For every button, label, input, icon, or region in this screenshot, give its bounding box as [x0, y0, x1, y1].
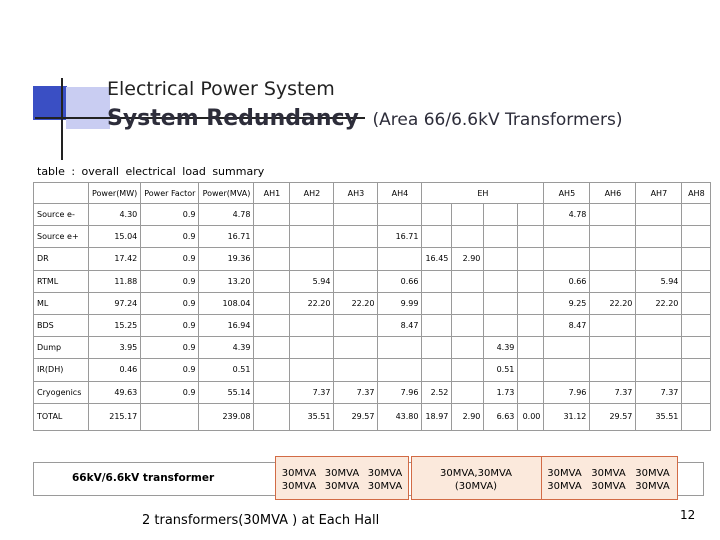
table-header-cell: AH7	[636, 183, 682, 204]
heading-note: (Area 66/6.6kV Transformers)	[372, 110, 623, 130]
table-cell: 4.30	[89, 204, 141, 226]
table-cell	[518, 314, 544, 336]
table-cell	[254, 270, 290, 292]
table-header-cell: Power(MVA)	[199, 183, 254, 204]
table-cell: 22.20	[334, 292, 378, 314]
table-cell	[682, 204, 711, 226]
table-cell: 22.20	[590, 292, 636, 314]
table-cell: 108.04	[199, 292, 254, 314]
table-cell	[484, 204, 518, 226]
table-cell: 0.66	[378, 270, 422, 292]
table-cell	[290, 337, 334, 359]
table-cell	[682, 337, 711, 359]
slide-title: Electrical Power System	[107, 78, 335, 100]
table-cell	[254, 226, 290, 248]
table-cell	[452, 204, 484, 226]
table-cell	[334, 226, 378, 248]
table-cell	[452, 381, 484, 403]
table-cell: 4.39	[484, 337, 518, 359]
table-cell	[290, 226, 334, 248]
table-cell: 0.9	[141, 337, 199, 359]
table-cell	[518, 226, 544, 248]
table-cell	[682, 359, 711, 381]
table-cell: 7.37	[590, 381, 636, 403]
table-header-cell: AH5	[544, 183, 590, 204]
table-cell	[682, 314, 711, 336]
table-cell: 16.71	[199, 226, 254, 248]
table-cell: ML	[34, 292, 89, 314]
table-cell: 0.9	[141, 381, 199, 403]
table-cell	[254, 381, 290, 403]
table-cell	[334, 314, 378, 336]
transformer-cell: 30MVA 30MVA	[591, 468, 626, 492]
table-cell	[334, 248, 378, 270]
table-cell: 0.9	[141, 292, 199, 314]
table-cell: 22.20	[290, 292, 334, 314]
table-cell	[254, 204, 290, 226]
table-cell	[254, 314, 290, 336]
table-cell: 239.08	[199, 403, 254, 430]
table-cell	[518, 292, 544, 314]
load-summary-table	[33, 182, 711, 431]
table-cell: 4.78	[199, 204, 254, 226]
table-cell: 215.17	[89, 403, 141, 430]
table-cell: 15.25	[89, 314, 141, 336]
table-cell	[452, 337, 484, 359]
table-header-cell	[34, 183, 89, 204]
table-cell	[422, 270, 452, 292]
transformer-cell-center: 30MVA,30MVA (30MVA)	[440, 468, 512, 492]
table-cell	[254, 337, 290, 359]
table-cell: DR	[34, 248, 89, 270]
table-cell	[290, 314, 334, 336]
table-cell	[422, 204, 452, 226]
table-cell: 16.71	[378, 226, 422, 248]
table-cell	[484, 226, 518, 248]
table-cell	[518, 381, 544, 403]
table-cell	[254, 248, 290, 270]
table-cell: 5.94	[636, 270, 682, 292]
table-cell	[334, 204, 378, 226]
table-cell	[590, 226, 636, 248]
table-cell	[682, 248, 711, 270]
table-cell	[544, 226, 590, 248]
table-cell	[378, 204, 422, 226]
table-cell	[544, 337, 590, 359]
table-total-row	[34, 403, 711, 430]
bottom-note: 2 transformers(30MVA ) at Each Hall	[142, 513, 380, 528]
table-cell	[141, 403, 199, 430]
table-cell: 9.99	[378, 292, 422, 314]
table-cell	[636, 337, 682, 359]
table-header-cell: AH3	[334, 183, 378, 204]
table-cell	[452, 314, 484, 336]
decor-lavender-square	[66, 87, 110, 129]
table-cell	[422, 292, 452, 314]
page-number: 12	[680, 508, 696, 522]
table-cell: 7.37	[290, 381, 334, 403]
table-row	[34, 381, 711, 403]
table-cell	[484, 248, 518, 270]
transformer-label: 66kV/6.6kV transformer	[72, 472, 215, 484]
table-cell: 2.52	[422, 381, 452, 403]
table-cell: 97.24	[89, 292, 141, 314]
table-header-row	[34, 183, 711, 204]
table-cell: TOTAL	[34, 403, 89, 430]
table-cell	[484, 314, 518, 336]
table-cell	[452, 359, 484, 381]
transformer-cell: 30MVA 30MVA	[324, 468, 360, 492]
table-cell	[636, 314, 682, 336]
table-cell: 0.9	[141, 270, 199, 292]
table-cell: 35.51	[636, 403, 682, 430]
slide-heading	[107, 106, 622, 131]
table-row	[34, 248, 711, 270]
table-cell	[682, 292, 711, 314]
table-cell: Dump	[34, 337, 89, 359]
table-row	[34, 292, 711, 314]
table-cell	[422, 337, 452, 359]
table-cell	[590, 314, 636, 336]
table-cell: 0.00	[518, 403, 544, 430]
table-cell: 22.20	[636, 292, 682, 314]
table-cell: 9.25	[544, 292, 590, 314]
table-cell: 0.9	[141, 226, 199, 248]
table-header-cell: AH2	[290, 183, 334, 204]
table-cell	[422, 314, 452, 336]
table-header-cell: EH	[422, 183, 544, 204]
table-cell: BDS	[34, 314, 89, 336]
table-cell	[636, 226, 682, 248]
table-cell: 7.37	[636, 381, 682, 403]
table-cell: Source e-	[34, 204, 89, 226]
table-cell	[484, 292, 518, 314]
table-cell: 4.39	[199, 337, 254, 359]
transformer-cell: 30MVA 30MVA	[281, 468, 317, 492]
table-cell: 0.9	[141, 248, 199, 270]
table-cell: 0.51	[199, 359, 254, 381]
table-cell: 2.90	[452, 248, 484, 270]
table-cell: 0.51	[484, 359, 518, 381]
table-cell: 55.14	[199, 381, 254, 403]
table-cell	[254, 359, 290, 381]
table-header-cell: AH4	[378, 183, 422, 204]
table-row	[34, 314, 711, 336]
table-cell: 43.80	[378, 403, 422, 430]
table-cell	[422, 226, 452, 248]
table-cell: 2.90	[452, 403, 484, 430]
table-cell	[334, 337, 378, 359]
transformer-cell: 30MVA 30MVA	[547, 468, 582, 492]
table-cell	[544, 248, 590, 270]
table-cell	[254, 292, 290, 314]
table-header-cell: Power Factor	[141, 183, 199, 204]
table-cell: 17.42	[89, 248, 141, 270]
table-cell: 6.63	[484, 403, 518, 430]
table-cell: 8.47	[378, 314, 422, 336]
table-cell: 35.51	[290, 403, 334, 430]
table-cell: 7.37	[334, 381, 378, 403]
table-cell	[682, 270, 711, 292]
table-cell	[636, 204, 682, 226]
table-header-cell: AH8	[682, 183, 711, 204]
table-row	[34, 359, 711, 381]
heading-main: System Redundancy	[107, 106, 359, 131]
table-cell: RTML	[34, 270, 89, 292]
table-cell	[590, 359, 636, 381]
table-cell	[682, 226, 711, 248]
table-cell	[290, 359, 334, 381]
table-cell	[290, 204, 334, 226]
table-cell: 13.20	[199, 270, 254, 292]
table-cell: 0.9	[141, 314, 199, 336]
table-cell	[518, 359, 544, 381]
table-row	[34, 337, 711, 359]
table-cell	[484, 270, 518, 292]
table-cell	[422, 359, 452, 381]
table-cell: 49.63	[89, 381, 141, 403]
table-cell: 11.88	[89, 270, 141, 292]
table-cell	[254, 403, 290, 430]
table-cell	[334, 359, 378, 381]
table-cell	[452, 292, 484, 314]
table-cell: 7.96	[378, 381, 422, 403]
table-header-cell: AH1	[254, 183, 290, 204]
table-cell	[290, 248, 334, 270]
table-cell	[518, 337, 544, 359]
table-cell	[682, 381, 711, 403]
table-cell	[518, 270, 544, 292]
table-cell	[636, 359, 682, 381]
table-cell	[590, 248, 636, 270]
table-cell: Source e+	[34, 226, 89, 248]
table-cell: 29.57	[334, 403, 378, 430]
table-cell: 31.12	[544, 403, 590, 430]
table-cell: 29.57	[590, 403, 636, 430]
table-cell	[452, 270, 484, 292]
transformer-cell: 30MVA 30MVA	[635, 468, 670, 492]
table-cell: 0.9	[141, 359, 199, 381]
table-cell: Cryogenics	[34, 381, 89, 403]
table-cell	[378, 248, 422, 270]
table-cell	[518, 204, 544, 226]
transformer-cell: 30MVA 30MVA	[367, 468, 403, 492]
table-cell	[378, 359, 422, 381]
table-cell	[378, 337, 422, 359]
table-cell: 3.95	[89, 337, 141, 359]
table-row	[34, 204, 711, 226]
table-cell: 0.66	[544, 270, 590, 292]
table-cell: 15.04	[89, 226, 141, 248]
table-cell: 4.78	[544, 204, 590, 226]
table-cell: 1.73	[484, 381, 518, 403]
table-cell: 0.46	[89, 359, 141, 381]
table-cell	[590, 270, 636, 292]
table-header-cell: AH6	[590, 183, 636, 204]
table-cell: 8.47	[544, 314, 590, 336]
table-cell: 0.9	[141, 204, 199, 226]
table-cell: 7.96	[544, 381, 590, 403]
table-header-cell: Power(MW)	[89, 183, 141, 204]
table-cell	[590, 204, 636, 226]
table-cell	[590, 337, 636, 359]
decor-vertical-line	[61, 78, 63, 160]
table-cell: 16.45	[422, 248, 452, 270]
table-cell	[636, 248, 682, 270]
table-cell	[452, 226, 484, 248]
table-cell	[518, 248, 544, 270]
table-row	[34, 226, 711, 248]
table-caption: table : overall electrical load summary	[37, 165, 265, 178]
table-cell: IR(DH)	[34, 359, 89, 381]
table-cell: 16.94	[199, 314, 254, 336]
table-cell: 5.94	[290, 270, 334, 292]
table-cell: 19.36	[199, 248, 254, 270]
table-cell	[544, 359, 590, 381]
table-cell	[334, 270, 378, 292]
table-cell	[682, 403, 711, 430]
table-cell: 18.97	[422, 403, 452, 430]
table-row	[34, 270, 711, 292]
